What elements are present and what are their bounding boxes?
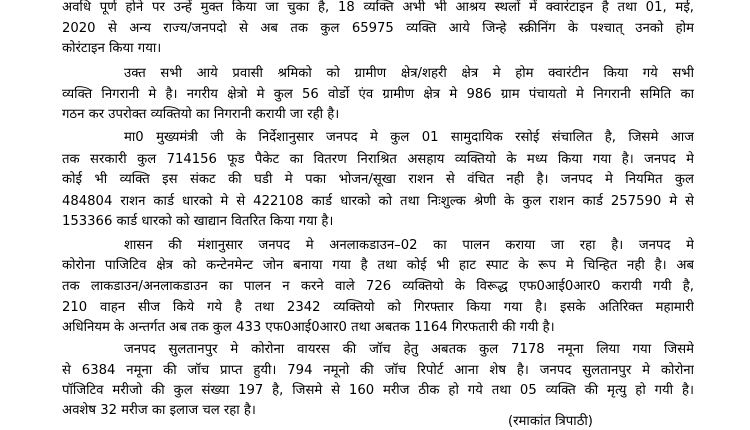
text-line: मा0 मुख्यमंत्री जी के निर्देशानुसार जनपद मे कुल 01 सामुदायिक रसोई संचालित है, जिसमे आज (124, 130, 694, 145)
signature-name: (रमाकांत त्रिपाठी) (508, 414, 593, 429)
text-line: कोई भी व्यक्ति इस संकट की घडी मे पका भोजन/सूखा राशन से वंचित नही है। जनपद मे नियमित कुल (62, 172, 694, 187)
text-line: 484804 राशन कार्ड धारको मे से 422108 कार्ड धारको को तथा निःशुल्क श्रेणी के कुल राशन कार्ड 257590 मे से (62, 194, 694, 209)
text-line: कोरोना पाजिटिव क्षेत्र को कन्टेनमेन्ट जोन बनाया गया है तथा कोई भी हाट स्पाट के रूप मे चिन्हित नही है। अब (62, 258, 694, 273)
text-line: 2020 से अन्य राज्य/जनपदो से अब तक कुल 65975 व्यक्ति आये जिन्हे स्क्रीनिंग के पश्चात् उनको होम (62, 21, 694, 36)
text-line: शासन की मंशानुसार जनपद मे अनलाकडाउन–02 का पालन कराया जा रहा है। जनपद मे (124, 238, 694, 253)
text-line: जनपद सुलतानपुर मे कोरोना वायरस की जॉच हेतु अबतक कुल 7178 नमूना लिया गया जिसमे (124, 342, 694, 357)
text-line: से 6384 नमूना की जॉच प्राप्त हुयी। 794 नमूनो की जॉच रिपोर्ट आना शेष है। जनपद सुलतानपुर मे कोरोना (62, 363, 694, 378)
text-line: अधिनियम के अन्तर्गत अब तक कुल 433 एफ0आई0आर0 तथा अबतक 1164 गिरफतारी की गयी है। (62, 320, 555, 335)
text-line: 153366 कार्ड धारको को खाद्यान वितरित किया गया है। (62, 214, 334, 229)
text-line: तक सरकारी कुल 714156 फूड पैकेट का वितरण निराश्रित असहाय व्यक्तियो के मध्य किया गया है। जनपद मे (62, 152, 694, 167)
text-line: कोरंटाइन किया गया। (62, 41, 162, 56)
text-line: उक्त सभी आये प्रवासी श्रमिको को ग्रामीण क्षेत्र/शहरी क्षेत्र मे होम क्वारंटीन किया गये सभी (124, 66, 694, 81)
text-line: पॉजिटिव मरीजो की कुल संख्या 197 है, जिसमे से 160 मरीज ठीक हो गये तथा 05 व्यक्ति की मृत्यु हो गयी है। (62, 383, 694, 398)
text-line: 210 वाहन सीज किये गये है तथा 2342 व्यक्तियो को गिरफ्तार किया गया है। इसके अतिरिक्त महामारी (62, 300, 694, 315)
text-line: तक लाकडाउन/अनलाकडाउन का पालन न करने वाले 726 व्यक्तियो के विरूद्ध एफ0आई0आर0 करायी गयी है, (62, 279, 694, 294)
text-line: अवशेष 32 मरीज का इलाज चल रहा है। (62, 403, 256, 418)
text-line: अवधि पूर्ण होने पर उन्हें मुक्त किया जा चुका है, 18 व्यक्ति अभी भी आश्रय स्थलों में क्वारंटाइन है तथा 01, मई, (62, 0, 694, 15)
text-line: गठन कर उपरोक्त व्यक्तियो का निगरानी करायी जा रही है। (62, 107, 340, 122)
text-line: व्यक्ति निगरानी मे है। नगरीय क्षेत्रो मे कुल 56 वोर्डो एंव ग्रामीण क्षेत्र मे 986 ग्राम पंचायतो मे निगरानी समिति का (62, 87, 694, 102)
